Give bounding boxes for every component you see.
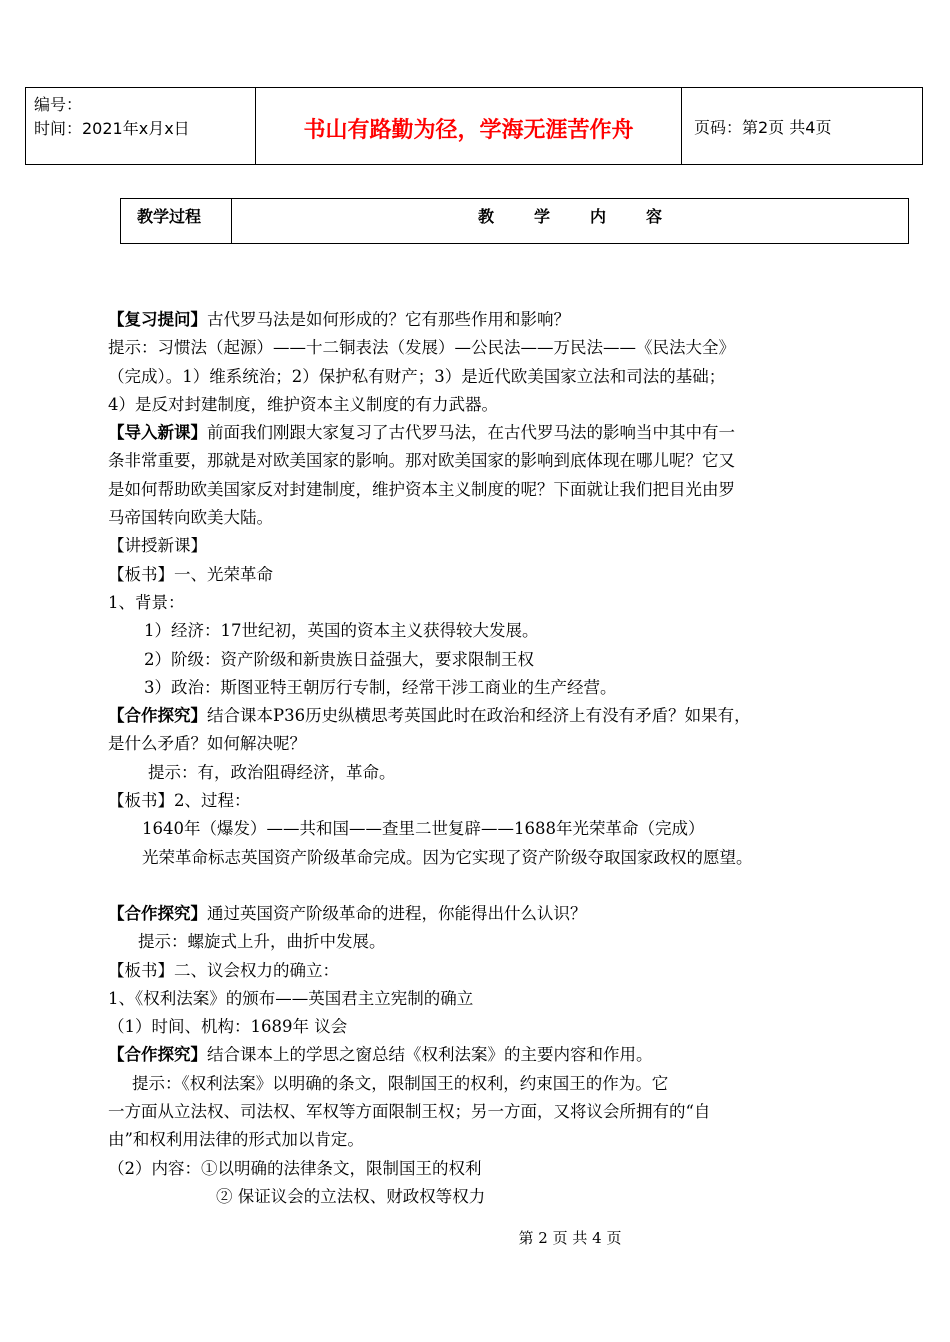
line-text: 光荣革命标志英国资产阶级革命完成。因为它实现了资产阶级夺取国家政权的愿望。 xyxy=(142,847,753,867)
section-tag: 【复习提问】 xyxy=(108,310,207,329)
time-label: 时间：2021年x月x日 xyxy=(34,119,190,138)
line-text: 马帝国转向欧美大陆。 xyxy=(108,508,273,528)
body-line xyxy=(108,646,856,674)
number-label: 编号： xyxy=(34,95,83,114)
line-text: 结合课本上的学思之窗总结《权利法案》的主要内容和作用。 xyxy=(207,1045,653,1065)
lesson-body xyxy=(108,306,856,1211)
section-tag: 【导入新课】 xyxy=(108,423,207,443)
line-text: 条非常重要，那就是对欧美国家的影响。那对欧美国家的影响到底体现在哪儿呢？它又 xyxy=(108,451,735,471)
body-line xyxy=(108,957,856,985)
process-column-label: 教学过程 xyxy=(121,199,232,243)
body-line xyxy=(108,504,856,532)
body-line xyxy=(108,306,856,334)
body-line xyxy=(108,730,856,758)
page-footer xyxy=(0,1227,950,1248)
body-line xyxy=(108,561,856,589)
line-text: （1）时间、机构：1689年 议会 xyxy=(108,1017,348,1037)
line-text: 提示：螺旋式上升，曲折中发展。 xyxy=(138,932,386,952)
line-text: 【板书】2、过程： xyxy=(108,791,251,811)
body-line xyxy=(108,1070,856,1098)
line-text: 古代罗马法是如何形成的？它有那些作用和影响？ xyxy=(207,310,570,329)
body-line xyxy=(108,759,856,787)
line-text: 2）阶级：资产阶级和新贵族日益强大，要求限制王权 xyxy=(144,649,534,669)
body-line xyxy=(108,702,856,730)
body-line xyxy=(108,1126,856,1154)
body-line xyxy=(108,476,856,504)
body-line xyxy=(108,391,856,419)
header-meta xyxy=(26,88,256,164)
body-line xyxy=(108,872,856,900)
body-line xyxy=(108,334,856,362)
line-text: 通过英国资产阶级革命的进程，你能得出什么认识？ xyxy=(207,903,587,923)
line-text: 前面我们刚跟大家复习了古代罗马法，在古代罗马法的影响当中其中有一 xyxy=(207,423,735,443)
body-line xyxy=(108,589,856,617)
line-text: 4）是反对封建制度，维护资本主义制度的有力武器。 xyxy=(108,394,498,414)
line-text: 提示：习惯法（起源）——十二铜表法（发展）—公民法——万民法——《民法大全》 xyxy=(108,338,735,358)
line-text: 1）经济：17世纪初，英国的资本主义获得较大发展。 xyxy=(144,621,539,641)
line-text: 1、《权利法案》的颁布——英国君主立宪制的确立 xyxy=(108,988,474,1008)
line-text: 是如何帮助欧美国家反对封建制度，维护资本主义制度的呢？下面就让我们把目光由罗 xyxy=(108,479,735,499)
line-text: 【讲授新课】 xyxy=(108,536,207,556)
line-text: 提示：有，政治阻碍经济，革命。 xyxy=(148,762,396,782)
line-text: 1640年（爆发）——共和国——查里二世复辟——1688年光荣革命（完成） xyxy=(142,819,705,839)
line-text: 结合课本P36历史纵横思考英国此时在政治和经济上有没有矛盾？如果有， xyxy=(207,706,751,726)
section-tag: 【合作探究】 xyxy=(108,706,207,726)
body-line xyxy=(108,1155,856,1183)
body-line xyxy=(108,787,856,815)
content-column-label: 教学内容 xyxy=(477,207,702,226)
header-page-info: 页码：第2页 共4页 xyxy=(694,117,832,137)
body-line xyxy=(108,617,856,645)
line-text: 【板书】一、光荣革命 xyxy=(108,564,273,584)
line-text: 由”和权利用法律的形式加以肯定。 xyxy=(108,1130,364,1150)
process-table xyxy=(120,198,909,244)
line-text: 1、背景： xyxy=(108,592,185,612)
body-line xyxy=(108,900,856,928)
line-text: 3）政治：斯图亚特王朝厉行专制，经常干涉工商业的生产经营。 xyxy=(144,677,617,697)
body-line xyxy=(108,674,856,702)
body-line xyxy=(108,1098,856,1126)
line-text: （2）内容：①以明确的法律条文，限制国王的权利 xyxy=(108,1158,482,1178)
line-text: 是什么矛盾？如何解决呢？ xyxy=(108,734,306,754)
body-line xyxy=(108,1183,856,1211)
line-text: ② 保证议会的立法权、财政权等权力 xyxy=(216,1186,486,1206)
body-line xyxy=(108,985,856,1013)
body-line xyxy=(108,1013,856,1041)
line-text: 【板书】二、议会权力的确立： xyxy=(108,960,339,980)
line-text: 一方面从立法权、司法权、军权等方面限制王权；另一方面，又将议会所拥有的“自 xyxy=(108,1102,711,1122)
section-tag: 【合作探究】 xyxy=(108,903,207,923)
body-line xyxy=(108,447,856,475)
line-text: （完成）。1）维系统治；2）保护私有财产；3）是近代欧美国家立法和司法的基础； xyxy=(108,366,726,386)
header-motto: 书山有路勤为径，学海无涯苦作舟 xyxy=(256,88,682,164)
footer-text: 第 2 页 共 4 页 xyxy=(518,1229,622,1247)
body-line xyxy=(108,363,856,391)
body-line xyxy=(108,1041,856,1069)
document-header xyxy=(25,87,923,165)
body-line xyxy=(108,928,856,956)
body-line xyxy=(108,815,856,843)
body-line xyxy=(108,844,856,872)
section-tag: 【合作探究】 xyxy=(108,1045,207,1065)
line-text: 提示：《权利法案》以明确的条文，限制国王的权利，约束国王的作为。它 xyxy=(132,1073,669,1093)
body-line xyxy=(108,532,856,560)
body-line xyxy=(108,419,856,447)
